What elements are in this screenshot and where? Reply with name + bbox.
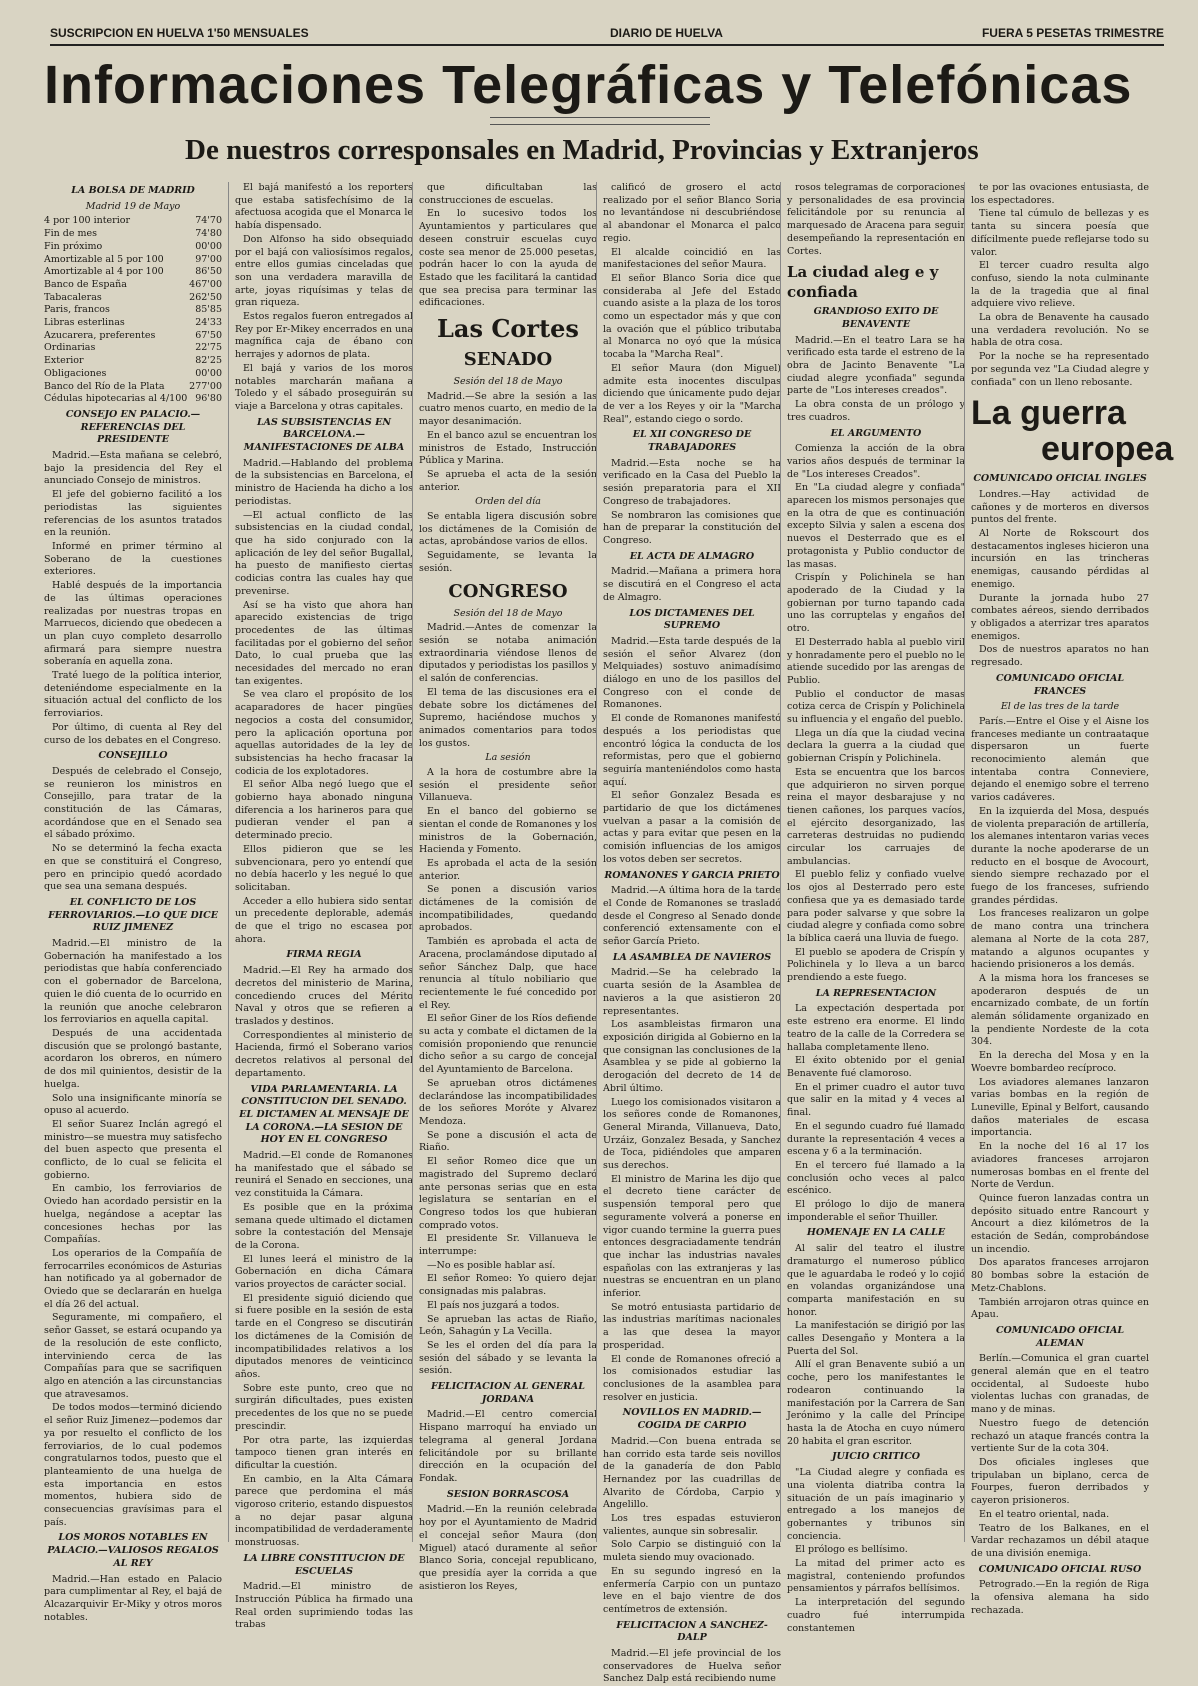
paragraph: Se entabla ligera discusión sobre los dictámenes de la Comisión de actas, aprobándose varios de ellos. xyxy=(419,511,597,548)
paragraph: En la derecha del Mosa y en la Woevre bombardeo recíproco. xyxy=(971,1050,1149,1074)
paragraph: Berlín.—Comunica el gran cuartel general alemán que en el teatro occidental, al Sudoeste hubo violentas luchas con granadas, de mano y de minas. xyxy=(971,1353,1149,1416)
paragraph: El jefe del gobierno facilitó a los periodistas las siguientes referencias de los asuntos tratados en la reunión. xyxy=(44,489,222,539)
paragraph: Madrid.—El ministro de la Gobernación ha manifestado a los periodistas que había conferenciado con el gobernador de Barcelona, quien le dió cuenta de lo ocurrido en la reunión que anoche celebraron los ferroviarios en aquella capital. xyxy=(44,938,222,1026)
paragraph: Madrid.—Hablando del problema de la subsistencias en Barcelona, el ministro de Hacienda ha dicho a los periodistas. xyxy=(235,457,413,507)
paragraph: A la misma hora los franceses se apoderaron después de un encarnizado combate, de un fortín alemán sólidamente organizado en la pendiente Nordeste de la cota 304. xyxy=(971,972,1149,1048)
article-heading: VIDA PARLAMENTARIA. LA CONSTITUCION DEL SENADO. EL DICTAMEN AL MENSAJE DE LA CORONA.—LA SESION DE HOY EN EL CONGRESO xyxy=(239,1083,409,1146)
article-heading: LOS DICTAMENES DEL SUPREMO xyxy=(629,607,755,632)
article-heading: COMUNICADO OFICIAL FRANCES xyxy=(995,672,1125,697)
paragraph: Al Norte de Rokscourt dos destacamentos ingleses hicieron una incursión en las trincheras enemigas, causando pérdidas al enemigo. xyxy=(971,528,1149,590)
dispatch-time: El de las tres de la tarde xyxy=(1000,701,1120,713)
paragraph: Crispín y Polichinela se han apoderado de la Ciudad y la gobiernan por turno tapando cada uno las corruptelas y engaños del otro. xyxy=(787,572,965,635)
paragraph: En la noche del 16 al 17 los aviadores franceses arrojaron numerosas bombas en el frente del Norte de Verdun. xyxy=(971,1141,1149,1191)
paragraph: Madrid.—Antes de comenzar la sesión se notaba animación extraordinaria viéndose llenos de diputados y periodistas los pasillos y el salón de conferencias. xyxy=(419,622,597,685)
paragraph: te por las ovaciones entusiasta, de los espectadores. xyxy=(971,182,1149,206)
paragraph: En "La ciudad alegre y confiada" aparecen los mismos personajes que en la otra de que es continuación excepto Silvia y salen a escena dos nuevos el Desterrado que es el protagonista y Publio conductor de las masas. xyxy=(787,482,965,570)
paragraph: Por último, di cuenta al Rey del curso de los debates en el Congreso. xyxy=(44,721,222,746)
paragraph: El lunes leerá el ministro de la Gobernación en dicha Cámara varios proyectos de carácter social. xyxy=(235,1253,413,1291)
paragraph: Madrid.—Esta noche se ha verificado en la Casa del Pueblo la sesión preparatoria para el XII Congreso de trabajadores. xyxy=(603,457,781,507)
paragraph: El éxito obtenido por el genial Benavente fué clamoroso. xyxy=(787,1055,965,1079)
paragraph: Por otra parte, las izquierdas tampoco tienen gran interés en dificultar la cuestión. xyxy=(235,1434,413,1471)
paragraph: Se aprueba el acta de la sesión anterior. xyxy=(419,468,597,493)
subscription-local: SUSCRIPCION EN HUELVA 1'50 MENSUALES xyxy=(50,26,309,40)
paragraph: Seguidamente, se levanta la sesión. xyxy=(419,550,597,574)
paragraph: Los tres espadas estuvieron valientes, aunque sin sobresalir. xyxy=(603,1513,781,1537)
paragraph: Los franceses realizaron un golpe de mano contra una trinchera alemana al Norte de la cota 287, matando a algunos ocupantes y haciendo prisioneros a los demás. xyxy=(971,908,1149,971)
paragraph: Madrid.—El conde de Romanones ha manifestado que el sábado se reunirá el Senado en secciones, una vez constituida la Cámara. xyxy=(235,1150,413,1200)
article-heading: LAS SUBSISTENCIAS EN BARCELONA.—MANIFESTACIONES DE ALBA xyxy=(243,416,405,454)
paragraph: Informé en primer término al Soberano de la cuestiones exteriores. xyxy=(44,540,222,578)
paragraph: El prólogo lo dijo de manera imponderable el señor Thuiller. xyxy=(787,1199,965,1223)
column-5 xyxy=(780,182,971,1634)
article-heading: FIRMA REGIA xyxy=(286,949,362,961)
paragraph: Petrogrado.—En la región de Riga la ofensiva alemana ha sido rechazada. xyxy=(971,1579,1149,1616)
column-6 xyxy=(964,182,1174,1616)
paragraph: Traté luego de la política interior, deteniéndome especialmente en la situación actual del conflicto de los ferroviarios. xyxy=(44,670,222,720)
paragraph: La interpretación del segundo cuadro fué interrumpida constantemen xyxy=(787,1597,965,1634)
paragraph: Madrid.—El ministro de Instrucción Pública ha firmado una Real orden suprimiendo todas las trabas xyxy=(235,1581,413,1631)
paragraph: No se determinó la fecha exacta en que se constituirá el Congreso, pero en principio quedó acordado que sea una semana después. xyxy=(44,843,222,893)
section-subheading: De nuestros corresponsales en Madrid, Provincias y Extranjeros xyxy=(185,134,979,166)
paragraph: Madrid.—El Rey ha armado dos decretos del ministerio de Marina, concediendo cruces del Mérito Naval y otros que se refieren a traslados y destinos. xyxy=(235,965,413,1027)
bolsa-row: Fin de mes 74'80 xyxy=(44,228,222,240)
paragraph: La expectación despertada por este estreno era enorme. El lindo teatro de la calle de la Corredera se hallaba completamente lleno. xyxy=(787,1003,965,1053)
paragraph: Madrid.—Esta tarde después de la sesión el señor Alvarez (don Melquiades) sostuvo animadísimo diálogo en uno de los pasillos del Congreso con el conde de Romanones. xyxy=(603,635,781,711)
paragraph: El señor Giner de los Ríos defiende su acta y combate el dictamen de la comisión proponiendo que renuncie dicho señor a su cargo de concejal del Ayuntamiento de Barcelona. xyxy=(419,1013,597,1076)
article-heading: EL ACTA DE ALMAGRO xyxy=(629,550,755,562)
guerra-line-2: europea xyxy=(1041,430,1174,469)
paragraph: El señor Maura (don Miguel) admite esta inocentes disculpas diciendo que únicamente pudo dejar de ver a los Reyes y oir la "Marcha Real", estando ciego o sordo. xyxy=(603,362,781,425)
article-heading: LA REPRESENTACION xyxy=(815,987,937,999)
paragraph: Acceder a ello hubiera sido sentar un precedente deplorable, además de que el trigo no escasea por ahora. xyxy=(235,895,413,945)
top-bar xyxy=(50,22,1164,46)
senado-heading: SENADO xyxy=(463,349,553,371)
paragraph: El señor Romeo dice que un magistrado del Supremo declaró ante personas serias que en esta legislatura se sentarían en el Congreso todos los que hubieran comprado votos. xyxy=(419,1156,597,1231)
bolsa-row: Cédulas hipotecarias al 4/100 96'80 xyxy=(44,393,222,405)
paragraph: Se ponen a discusión varios dictámenes de la comisión de incompatibilidades, quedando aprobados. xyxy=(419,884,597,934)
paragraph: Dos aparatos franceses arrojaron 80 bombas sobre la estación de Metz-Chablons. xyxy=(971,1257,1149,1294)
paragraph: rosos telegramas de corporaciones y personalidades de esa provincia felicitándole por su renuncia al marquesado de Aracena para seguir desempeñando la representación en Cortes. xyxy=(787,182,965,257)
bolsa-date: Madrid 19 de Mayo xyxy=(85,200,181,212)
paragraph: Madrid.—Han estado en Palacio para cumplimentar al Rey, el bajá de Alcazarquivir Er-Miky y otros moros notables. xyxy=(44,1573,222,1623)
paragraph: Sobre este punto, creo que no surgirán dificultades, pues existen precedentes de los que no se puede prescindir. xyxy=(235,1382,413,1432)
bolsa-row: Banco del Río de la Plata 277'00 xyxy=(44,380,222,392)
paragraph: El presidente Sr. Villanueva le interrumpe: xyxy=(419,1233,597,1258)
article-heading: COMUNICADO OFICIAL INGLES xyxy=(973,473,1147,485)
paragraph: Dos de nuestros aparatos no han regresado. xyxy=(971,644,1149,669)
paragraph: De todos modos—terminó diciendo el señor Ruiz Jimenez—podemos dar ya por resuelto el conflicto de los ferroviarios, de lo cual podemos congratularnos todos, puesto que el planteamiento de una huelga de esta importancia en estos momentos, hubiera sido de consecuencias gravísimas para el país. xyxy=(44,1402,222,1528)
la-sesion: La sesión xyxy=(485,752,531,764)
paragraph: Quince fueron lanzadas contra un depósito situado entre Rancourt y Ancourt a diez kilómetros de la estación de Sedán, comprobándose un incendio. xyxy=(971,1192,1149,1255)
article-heading: SESION BORRASCOSA xyxy=(446,1488,570,1500)
paragraph: Correspondientes al ministerio de Hacienda, firmó el Soberano varios decretos relativos al personal del departamento. xyxy=(235,1029,413,1079)
bolsa-row: Banco de España 467'00 xyxy=(44,278,222,290)
paragraph: Solo Carpio se distinguió con la muleta siendo muy ovacionado. xyxy=(603,1539,781,1564)
paragraph: Publio el conductor de masas cotiza cerca de Crispín y Polichinela su influencia y el engaño del pueblo. xyxy=(787,688,965,726)
paragraph: El tema de las discusiones era el debate sobre los dictámenes del Supremo, haciéndose muchos y animados comentarios para todos los gustos. xyxy=(419,686,597,749)
bolsa-row: Amortizable al 5 por 100 97'00 xyxy=(44,253,222,265)
paragraph: El conde de Romanones ofreció a los comisionados estudiar las conclusiones de la asamblea para resolver en justicia. xyxy=(603,1353,781,1403)
paragraph: El señor Romeo: Yo quiero dejar consignadas mis palabras. xyxy=(419,1273,597,1298)
paragraph: Se vea claro el propósito de los acaparadores de hacer pingües negocios a costa del consumidor, pero la aplicación oportuna por aquellas autoridades de la ley de subsistencias ha hecho fracasar la codicia de los explotadores. xyxy=(235,689,413,777)
paragraph: El alcalde coincidió en las manifestaciones del señor Maura. xyxy=(603,246,781,271)
section-masthead: Informaciones Telegráficas y Telefónicas xyxy=(44,55,1133,115)
article-heading: EL XII CONGRESO DE TRABAJADORES xyxy=(632,429,752,454)
bolsa-title: LA BOLSA DE MADRID xyxy=(71,185,195,196)
bolsa-row: 4 por 100 interior 74'70 xyxy=(44,215,222,227)
guerra-line-1: La guerra xyxy=(971,394,1126,433)
paragraph: Dos oficiales ingleses que tripulaban un biplano, cerca de Fourpes, fueron derribados y cayeron prisioneros. xyxy=(971,1456,1149,1507)
paragraph: Madrid.—A última hora de la tarde el Conde de Romanones se trasladó desde el Congreso al Senado donde conferenció extensamente con el señor García Prieto. xyxy=(603,885,781,948)
ornament-divider xyxy=(490,117,710,125)
bolsa-row: Tabacaleras 262'50 xyxy=(44,291,222,303)
paragraph: Nuestro fuego de detención rechazó un ataque francés contra la vertiente Sur de la cota 304. xyxy=(971,1417,1149,1455)
paragraph: —El actual conflicto de las subsistencias en la ciudad condal, que ha sido conjurado con la aplicación de ley del señor Bugallal, ha puesto de manifiesto ciertas codicias contra las cuales hay que prevenirse. xyxy=(235,509,413,597)
paragraph: Se pone a discusión el acta de Riaño. xyxy=(419,1129,597,1154)
bolsa-table xyxy=(44,215,222,406)
article-heading: ROMANONES Y GARCIA PRIETO xyxy=(604,869,780,881)
paragraph: Esta se encuentra que los barcos que adquirieron no sirven porque reina el mayor desbarajuse y no tienen cañones, los parques vacíos, el ejército desorganizado, las carreteras destruidas no pudiendo circular los carruajes de ambulancias. xyxy=(787,766,965,867)
article-heading: EL ARGUMENTO xyxy=(830,427,922,439)
paragraph: Don Alfonso ha sido obsequiado por el bajá con valiosísimos regalos, entre ellos gumias cinceladas que son una verdadera maravilla de arte, joyas riquísimas y telas de gran riqueza. xyxy=(235,233,413,309)
paragraph: Se motró entusiasta partidario de las industrias marítimas nacionales a las que desea la mayor prosperidad. xyxy=(603,1301,781,1351)
session-date: Sesión del 18 de Mayo xyxy=(453,376,563,388)
paragraph: El Desterrado habla al pueblo viril y honradamente pero el pueblo no le atiende sucedido por las arengas de Publio. xyxy=(787,636,965,686)
paragraph: A la hora de costumbre abre la sesión el presidente señor Villanueva. xyxy=(419,767,597,804)
bolsa-row: Ordinarias 22'75 xyxy=(44,342,222,354)
article-heading: COMUNICADO OFICIAL RUSO xyxy=(978,1563,1142,1575)
paragraph: El señor Gonzalez Besada es partidario de que los dictámenes vuelvan a pasar a la comisión de actas y para evitar que pesen en la comisión influencias de los amigos los votos deben ser secretos. xyxy=(603,790,781,865)
paragraph: El prólogo es bellísimo. xyxy=(795,1544,908,1556)
paragraph: Los operarios de la Compañía de ferrocarriles económicos de Asturias han notificado ya al gobernador de Oviedo que se declararán en huelga el día 26 del actual. xyxy=(44,1247,222,1310)
bolsa-row: Azucarera, preferentes 67'50 xyxy=(44,329,222,341)
paragraph: Al salir del teatro el ilustre dramaturgo el numeroso público que le aguardaba le rodeó y lo cojió en volandas organizándose una comparta manifestación en su honor. xyxy=(787,1243,965,1318)
paragraph: Es aprobada el acta de la sesión anterior. xyxy=(419,857,597,882)
paragraph: Madrid.—Esta mañana se celebró, bajo la presidencia del Rey el anunciado Consejo de ministros. xyxy=(44,450,222,487)
paragraph: El tercer cuadro resulta algo confuso, siendo la nota culminante la de la tragedia que al final adquiere vivo relieve. xyxy=(971,260,1149,310)
paragraph: "La Ciudad alegre y confiada es una violenta diatriba contra la situación de un país imaginario y entregado a los manejos de gobernantes y tribunos sin conciencia. xyxy=(787,1467,965,1542)
paragraph: Se nombraron las comisiones que han de preparar la constitución del Congreso. xyxy=(603,509,781,546)
paragraph: El presidente siguió diciendo que si fuere posible en la sesión de esta tarde en el Congreso se discutirán los dictámenes de la Comisión de incompatibilidades relativos a los diputados menores de veinticinco años. xyxy=(235,1292,413,1380)
paragraph: calificó de grosero el acto realizado por el señor Blanco Soria no levantándose ni descubriéndose al abandonar el Monarca el palco regio. xyxy=(603,182,781,244)
paragraph: En el teatro oriental, nada. xyxy=(979,1508,1110,1520)
session-date: Sesión del 18 de Mayo xyxy=(453,607,563,619)
paragraph: En cambio, los ferroviarios de Oviedo han acordado persistir en la huelga, negándose a aceptar las concesiones hechas por las Compañías. xyxy=(44,1183,222,1246)
paragraph: Madrid.—Se abre la sesión a las cuatro menos cuarto, en medio de la mayor desanimación. xyxy=(419,390,597,428)
paragraph: En cambio, en la Alta Cámara parece que perdomina el más vigoroso criterio, estando dispuestos a no dejar pasar alguna incompatibilidad de verdaderamente monstruosas. xyxy=(235,1473,413,1549)
paragraph: Tiene tal cúmulo de bellezas y es tanta su sincera poesía que difícilmente puede reflejarse todo su valor. xyxy=(971,208,1149,258)
paragraph: Así se ha visto que ahora han aparecido existencias de trigo procedentes de las últimas facilitadas por el gobierno del señor Dato, lo cual prueba que las necesidades del mercado no eran tan exigentes. xyxy=(235,599,413,687)
article-heading: NOVILLOS EN MADRID.—COGIDA DE CARPIO xyxy=(622,1407,762,1432)
article-heading: FELICITACION AL GENERAL JORDANA xyxy=(431,1381,585,1405)
paragraph: Madrid.—El jefe provincial de los conservadores de Huelva señor Sanchez Dalp está recibiendo nume xyxy=(603,1648,781,1685)
paragraph: —No es posible hablar así. xyxy=(427,1259,556,1271)
paragraph: En el primer cuadro el autor tuvo que salir en la mitad y 4 veces al final. xyxy=(787,1081,965,1119)
paragraph: París.—Entre el Oise y el Aisne los franceses mediante un contraataque dispersaron un fuerte reconocimiento alemán que intentaba contra Conneviere, dejando el enemigo sobre el terreno varios cadáveres. xyxy=(971,715,1149,804)
paragraph: El bajá y varios de los moros notables marcharán mañana a Toledo y el sábado proseguirán su viaje a Barcelona y otras capitales. xyxy=(235,362,413,412)
paragraph: Se les el orden del día para la sesión del sábado y se levanta la sesión. xyxy=(419,1339,597,1377)
paragraph: Los asambleistas firmaron una exposición dirigida al Gobierno en la que consignan las conclusiones de la Asamblea y se pide al gobierno la derogación del decreto de 14 de Abril último. xyxy=(603,1019,781,1094)
article-heading: JUICIO CRITICO xyxy=(831,1451,921,1463)
paragraph: Se aprueban las actas de Riaño, León, Sahagún y La Vecilla. xyxy=(419,1313,597,1338)
article-heading: LOS MOROS NOTABLES EN PALACIO.—VALIOSOS REGALOS AL REY xyxy=(47,1532,219,1569)
paragraph: El señor Blanco Soria dice que consideraba al Jefe del Estado cuando asiste a la plaza de los toros como un espectador más y que con la ovación que el público tributaba al Monarca no oyó que la música tocaba la "Marcha Real". xyxy=(603,272,781,361)
column-1 xyxy=(44,182,228,1623)
subscription-outside: FUERA 5 PESETAS TRIMESTRE xyxy=(981,26,1164,40)
paragraph: En lo sucesivo todos los Ayuntamientos y particulares que deseen construir escuelas cuyo coste sea menor de 25.000 pesetas, podrán hacer lo con la ayuda de Estado que les facilitará la cantidad que sea precisa para terminar las edificaciones. xyxy=(419,208,597,309)
paragraph: El señor Alba negó luego que el gobierno haya abonado ninguna diferencia a los harineros para que pudieran vender el pan a determinado precio. xyxy=(235,779,413,842)
paragraph: Hablé después de la importancia de las últimas operaciones realizadas por nuestras tropas en Marruecos, diciendo que obedecen a un plan cuyo completo desarrollo afirmará para siempre nuestra soberanía en aquella zona. xyxy=(44,580,222,668)
column-3 xyxy=(412,182,603,1592)
paragraph: Madrid.—El centro comercial Hispano marroquí ha enviado un telegrama al general Jordana felicitándole por su brillante dirección en la ocupación del Fondak. xyxy=(419,1409,597,1484)
paragraph: Seguramente, mi compañero, el señor Gasset, se estará ocupando ya de la resolución de este conflicto, interviniendo cerca de las Compañías para que se sacrifiquen algo en atención a las circunstancias que atravesamos. xyxy=(44,1312,222,1400)
column-4 xyxy=(596,182,787,1685)
bolsa-row: Exterior 82'25 xyxy=(44,355,222,367)
paragraph: El bajá manifestó a los reporters que estaba satisfechísimo de la afectuosa acogida que el Monarca le había dispensado. xyxy=(235,182,413,232)
paragraph: Ellos pidieron que se les subvencionara, pero yo entendí que no debía hacerlo y les negué lo que solicitaban. xyxy=(235,843,413,893)
paragraph: También arrojaron otras quince en Apau. xyxy=(971,1296,1149,1321)
paragraph: Después de una accidentada discusión que se prolongó bastante, acordaron los obreros, en número de dos mil quinientos, desistir de la huelga. xyxy=(44,1028,222,1090)
paragraph: Comienza la acción de la obra varios años después de terminar la de "Los intereses Creados". xyxy=(787,443,965,480)
paragraph: que dificultaban las construcciones de escuelas. xyxy=(419,182,597,206)
paragraph: El ministro de Marina les dijo que el decreto tiene carácter de suspensión temporal pero que seguramente volverá a ponerse en vigor cuando termine la guerra pues entonces desgraciadamente tendrán que inchar las industrias navales españolas con las extranjeras y las nuestras se encuentran en un plano inferior. xyxy=(603,1173,781,1300)
paragraph: Es posible que en la próxima semana quede ultimado el dictamen sobre la contestación del Mensaje de la Corona. xyxy=(235,1201,413,1251)
paragraph: En el banco azul se encuentran los ministros de Estado, Instrucción Pública y Marina. xyxy=(419,429,597,467)
ciudad-heading: La ciudad aleg e y confiada xyxy=(787,263,939,302)
paragraph: El señor Suarez Inclán agregó el ministro—se muestra muy satisfecho del buen aspecto que presenta el conflicto, de lo cual se felicita el gobierno. xyxy=(44,1118,222,1181)
paragraph: Estos regalos fueron entregados al Rey por Er-Mikey encerrados en una magnífica caja de ébano con herrajes y adornos de plata. xyxy=(235,311,413,361)
paragraph: Se aprueban otros dictámenes declarándose las incompatibilidades de los señores Moróte y Alvarez Mendoza. xyxy=(419,1077,597,1127)
article-heading: CONSEJO EN PALACIO.—REFERENCIAS DEL PRESIDENTE xyxy=(65,408,201,446)
paragraph: En su segundo ingresó en la enfermería Carpio con un puntazo leve en el bajo vientre de dos centímetros de extensión. xyxy=(603,1565,781,1615)
paragraph: La mitad del primer acto es magistral, conteniendo profundos pensamientos y párrafos bellísimos. xyxy=(787,1558,965,1595)
bolsa-row: Amortizable al 4 por 100 86'50 xyxy=(44,266,222,278)
paragraph: La obra consta de un prólogo y tres cuadros. xyxy=(787,399,965,423)
paragraph: Madrid.—En el teatro Lara se ha verificado esta tarde el estreno de la obra de Jacinto Benavente "La ciudad alegre yconfiada" segunda parte de "Los intereses creados". xyxy=(787,334,965,397)
paragraph: La manifestación se dirigió por las calles Desengaño y Montera a la Puerta del Sol. xyxy=(787,1320,965,1357)
cortes-heading: Las Cortes xyxy=(437,314,579,344)
paragraph: Madrid.—Con buena entrada se han corrido esta tarde seis novillos de la ganadería de don Pablo Hernandez por las cuadrillas de Alvarito de Córdoba, Carpio y Angelillo. xyxy=(603,1435,781,1511)
paragraph: El país nos juzgará a todos. xyxy=(427,1299,560,1311)
article-heading: LA ASAMBLEA DE NAVIEROS xyxy=(612,951,772,963)
article-heading: EL CONFLICTO DE LOS FERROVIARIOS.—LO QUE DICE RUIZ JIMENEZ xyxy=(48,896,218,934)
article-heading: FELICITACION A SANCHEZ-DALP xyxy=(616,1619,768,1644)
paragraph: Madrid.—Se ha celebrado la cuarta sesión de la Asamblea de navieros a la que asistieron 20 representantes. xyxy=(603,967,781,1017)
bolsa-row: Obligaciones 00'00 xyxy=(44,367,222,379)
paragraph: Durante la jornada hubo 27 combates aéreos, siendo derribados y obligados a aterrizar tres aparatos enemigos. xyxy=(971,592,1149,642)
paragraph: Después de celebrado el Consejo, se reunieron los ministros en Consejillo, para tratar de la constitución de las Cámaras, acordándose que en el Senado sea el sábado próximo. xyxy=(44,765,222,841)
article-heading: COMUNICADO OFICIAL ALEMAN xyxy=(995,1324,1125,1349)
paragraph: Solo una insignificante minoría se opuso al acuerdo. xyxy=(44,1092,222,1117)
paragraph: Los aviadores alemanes lanzaron varias bombas en la región de Luneville, Epinal y Belfort, causando daños materiales de escasa importancia. xyxy=(971,1076,1149,1139)
paragraph: Llega un día que la ciudad vecina declara la guerra a la ciudad que gobiernan Crispín y Polichinela. xyxy=(787,727,965,765)
congreso-heading: CONGRESO xyxy=(448,580,568,602)
newspaper-name: DIARIO DE HUELVA xyxy=(610,26,723,40)
paragraph: Allí el gran Benavente subió a un coche, pero los manifestantes le rodearon continuando la manifestación por la Carrera de San Jerónimo y la calle del Príncipe hasta la de Atocha en cuyo número 20 habita el gran escritor. xyxy=(787,1359,965,1447)
article-heading: CONSEJILLO xyxy=(98,750,168,762)
paragraph: Madrid.—En la reunión celebrada hoy por el Ayuntamiento de Madrid el concejal señor Maura (don Miguel) atacó duramente al señor Blanco Soria, concejal republicano, que presidía ayer la corrida a que asistieron los Reyes, xyxy=(419,1504,597,1592)
column-2 xyxy=(228,182,419,1631)
paragraph: En el banco del gobierno se sientan el conde de Romanones y los ministros de la Gobernación, Hacienda y Fomento. xyxy=(419,806,597,856)
paragraph: El conde de Romanones manifestó después a los periodistas que encontró lógica la conducta de los reformistas, pero que el gobierno seguiría manteniéndolos como hasta aquí. xyxy=(603,713,781,788)
paragraph: El pueblo feliz y confiado vuelve los ojos al Desterrado pero este confiesa que ya es demasiado tarde para poder salvarse y que sobre la ciudad alegre y confiada como sobre la bíblica caerá una lluvia de fuego. xyxy=(787,869,965,944)
paragraph: En el segundo cuadro fué llamado durante la representación 4 veces a escena y 6 a la terminación. xyxy=(787,1120,965,1158)
paragraph: Luego los comisionados visitaron a los señores conde de Romanones, General Miranda, Villanueva, Dato, Urzáiz, Gonzalez Besada, y Sanchez de Toca, pidiéndoles que amparen sus derechos. xyxy=(603,1096,781,1172)
paragraph: También es aprobada el acta de Aracena, proclamándose diputado al señor Sánchez Dalp, que hace renuncia al título nobiliario que recientemente le fué concedido por el Rey. xyxy=(419,936,597,1011)
article-heading: HOMENAJE EN LA CALLE xyxy=(806,1227,946,1239)
paragraph: Madrid.—Mañana a primera hora se discutirá en el Congreso el acta de Almagro. xyxy=(603,566,781,603)
bolsa-row: Paris, francos 85'85 xyxy=(44,304,222,316)
paragraph: Teatro de los Balkanes, en el Vardar rechazamos un débil ataque de una división enemiga. xyxy=(971,1522,1149,1559)
article-heading: GRANDIOSO EXITO DE BENAVENTE xyxy=(813,306,939,330)
paragraph: El pueblo se apodera de Crispín y Polichinela y lo lleva a un barco prendiendo a este fuego. xyxy=(787,946,965,984)
article-heading: LA LIBRE CONSTITUCION DE ESCUELAS xyxy=(243,1552,405,1577)
paragraph: Por la noche se ha representado por segunda vez "La Ciudad alegre y confiada" con un lleno rebosante. xyxy=(971,351,1149,388)
guerra-europea-heading xyxy=(971,394,1174,469)
paragraph: La obra de Benavente ha causado una verdadera revolución. No se habla de otra cosa. xyxy=(971,312,1149,349)
bolsa-row: Libras esterlinas 24'33 xyxy=(44,317,222,329)
bolsa-row: Fin próximo 00'00 xyxy=(44,240,222,252)
paragraph: Londres.—Hay actividad de cañones y de morteros en diversos puntos del frente. xyxy=(971,488,1149,526)
paragraph: En la izquierda del Mosa, después de violenta preparación de artillería, los alemanes intentaron varias veces durante la noche apoderarse de un reducto en el bosque de Avocourt, siendo siempre rechazado por el fuego de los franceses, sufriendo grandes pérdidas. xyxy=(971,805,1149,906)
orden-del-dia: Orden del día xyxy=(475,496,541,508)
paragraph: En el tercero fué llamado a la conclusión ocho veces al palco escénico. xyxy=(787,1159,965,1197)
